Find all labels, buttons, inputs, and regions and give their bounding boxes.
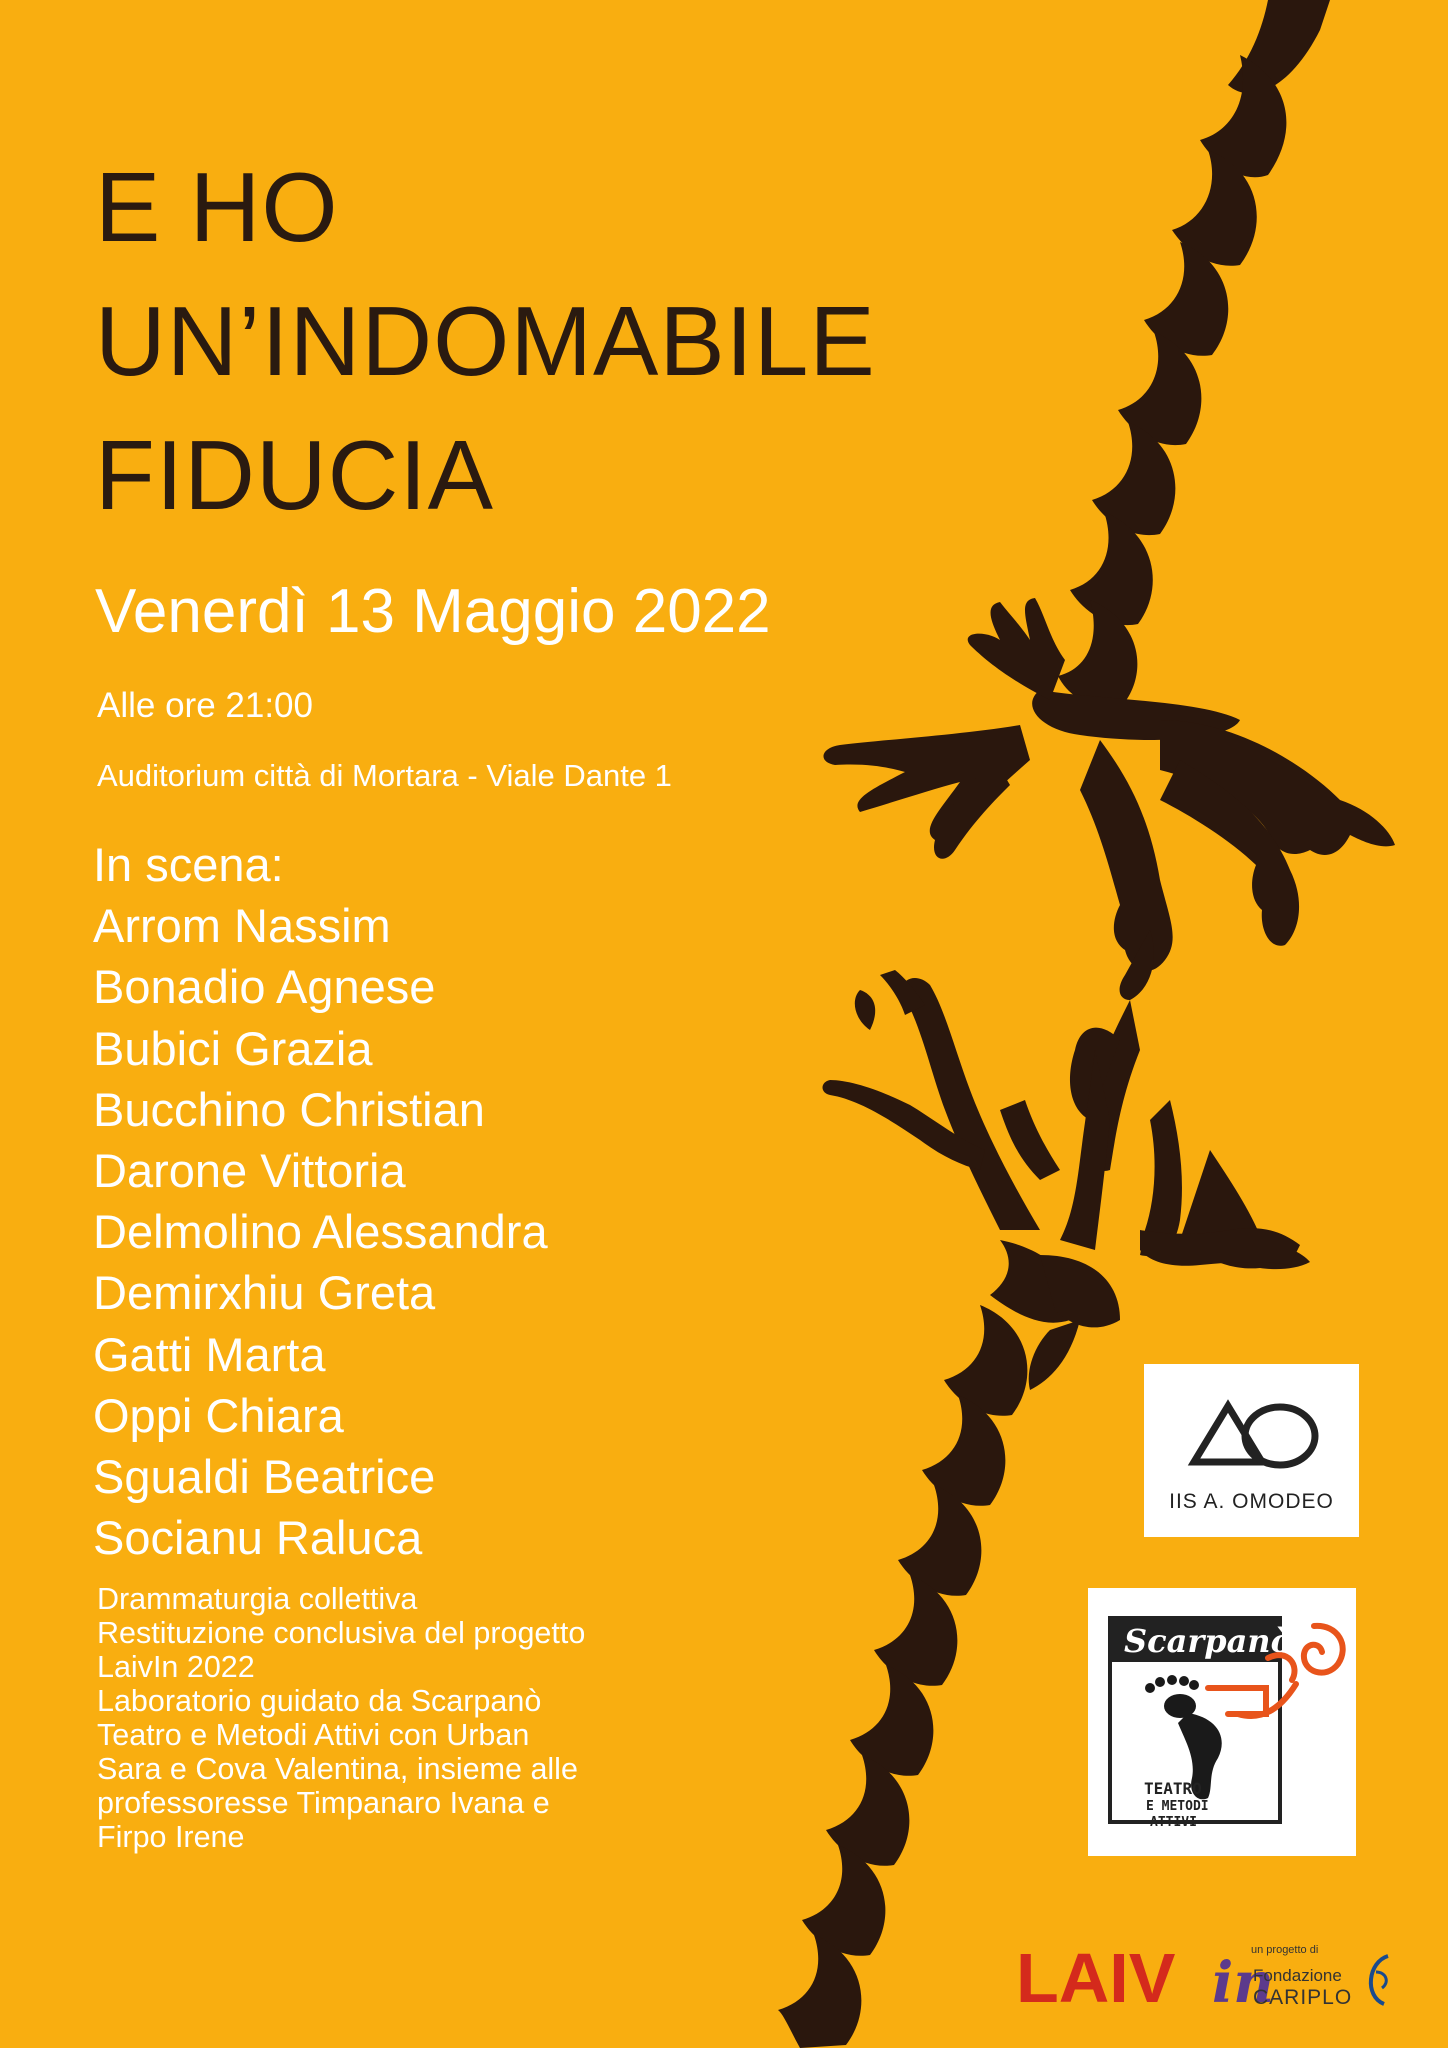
credits-line: professoresse Timpanaro Ivana e — [97, 1786, 550, 1820]
lower-hands — [823, 970, 1311, 1269]
project-note: un progetto di — [1251, 1944, 1319, 1956]
laivin-mark-left: LAIV — [1016, 1939, 1176, 2017]
laivin-cariplo-logo — [1016, 1939, 1396, 2017]
credits-line: Teatro e Metodi Attivi con Urban — [97, 1718, 530, 1752]
cariplo-symbol-icon — [1360, 1950, 1394, 2010]
scarpano-line1: TEATRO — [1144, 1779, 1202, 1798]
title-line: FIDUCIA — [95, 420, 494, 530]
cast-member: Darone Vittoria — [93, 1144, 406, 1198]
cast-member: Demirxhiu Greta — [93, 1266, 436, 1320]
credits-line: Restituzione conclusiva del progetto — [97, 1616, 586, 1650]
cast-member: Gatti Marta — [93, 1327, 326, 1381]
cast-member: Bucchino Christian — [93, 1082, 485, 1136]
credits-line: Drammaturgia collettiva — [97, 1582, 418, 1616]
cast-heading: In scena: — [93, 838, 284, 891]
scarpano-logo — [1088, 1588, 1356, 1856]
cast-member: Oppi Chiara — [93, 1388, 344, 1442]
lower-rope-strands — [778, 1240, 1120, 2048]
omodeo-symbol-icon — [1144, 1364, 1359, 1484]
cast-member: Bonadio Agnese — [93, 960, 436, 1014]
laivin-mark-right: in — [1212, 1950, 1274, 2016]
scarpano-line2: E METODI — [1146, 1799, 1209, 1814]
event-date: Venerdì 13 Maggio 2022 — [95, 577, 771, 646]
scarpano-line3: ATTIVI — [1150, 1815, 1197, 1830]
cast-member: Delmolino Alessandra — [93, 1205, 548, 1259]
cariplo-label: CARIPLO — [1253, 1986, 1353, 2009]
omodeo-logo — [1144, 1364, 1359, 1537]
event-time: Alle ore 21:00 — [97, 686, 313, 725]
cast-list — [93, 834, 548, 1568]
credits-line: Firpo Irene — [97, 1820, 245, 1854]
cast-member: Bubici Grazia — [93, 1021, 373, 1075]
credits-line: Laboratorio guidato da Scarpanò — [97, 1684, 542, 1718]
scarpano-logo-graphic — [1088, 1588, 1356, 1856]
credits-line: Sara e Cova Valentina, insieme alle — [97, 1752, 578, 1786]
cast-member: Sgualdi Beatrice — [93, 1450, 436, 1504]
credits-line: LaivIn 2022 — [97, 1650, 255, 1684]
title-line: E HO — [95, 152, 339, 262]
event-venue: Auditorium città di Mortara - Viale Dante 1 — [97, 758, 672, 793]
title-line: UN’INDOMABILE — [95, 286, 876, 396]
upper-rope-strands — [1058, 0, 1330, 707]
cast-member: Socianu Raluca — [93, 1511, 423, 1565]
credits-block — [97, 1582, 585, 1854]
scarpano-name: Scarpanò — [1124, 1622, 1292, 1660]
poster-title — [95, 140, 876, 542]
cast-member: Arrom Nassim — [93, 899, 391, 953]
omodeo-logo-text: IIS A. OMODEO — [1169, 1490, 1334, 1513]
fondazione-label: Fondazione — [1253, 1966, 1342, 1985]
